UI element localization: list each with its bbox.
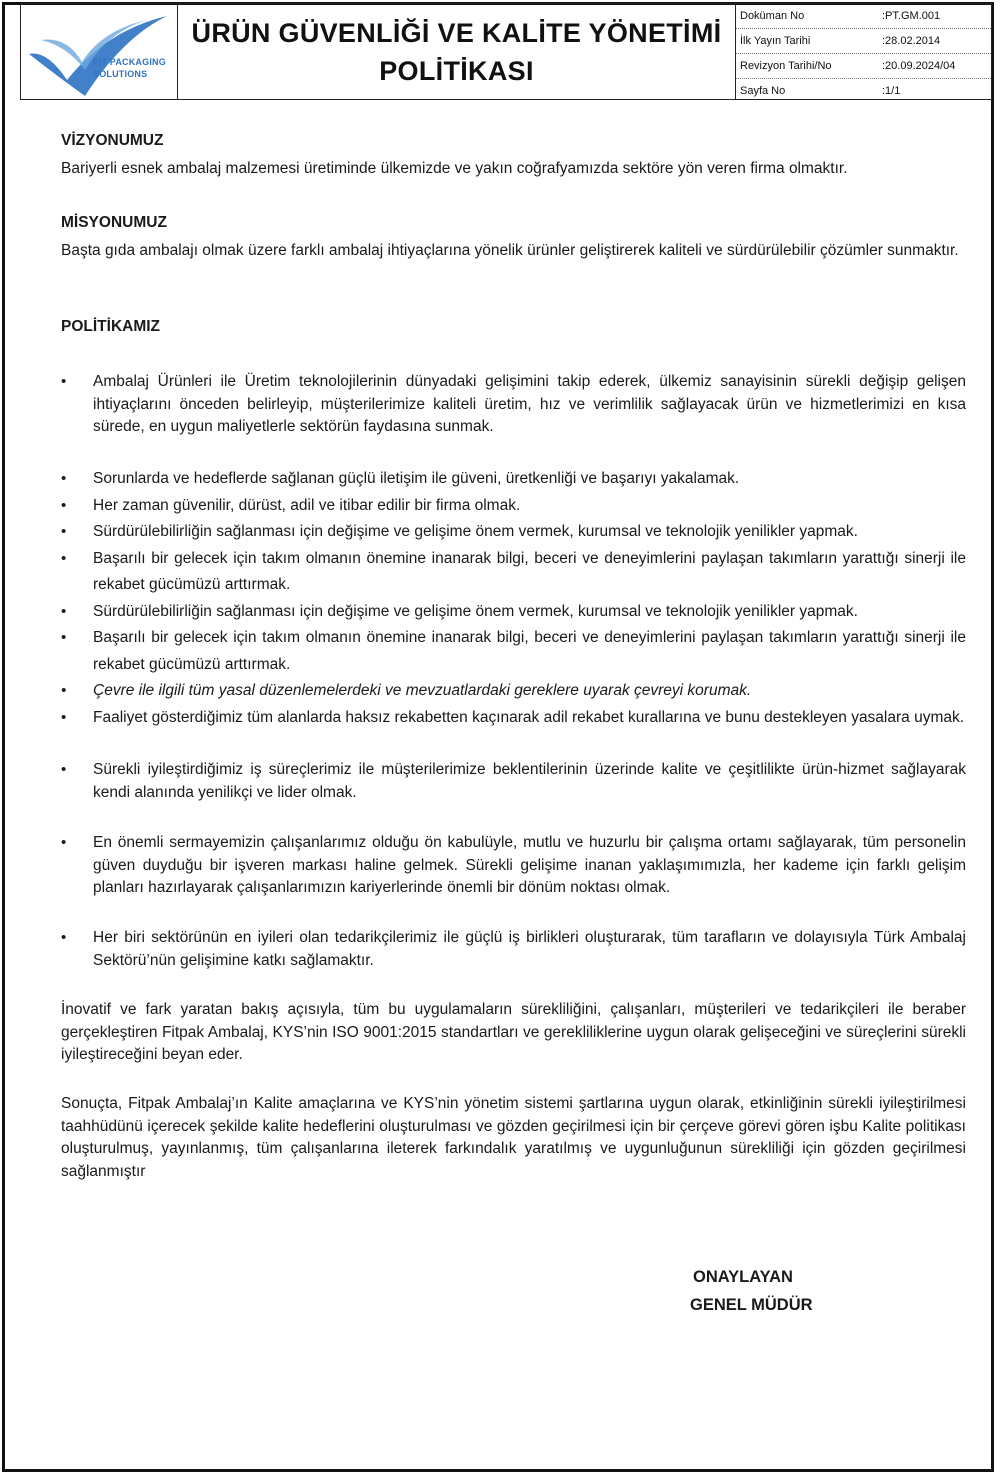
approved-by-label: ONAYLAYAN	[693, 1268, 793, 1286]
policy-item: • Başarılı bir gelecek için takım olmanın önemine inanarak bilgi, beceri ve deneyimlerini paylaşan takımların yarattığı sinerji ile rekabet gücümüzü arttırmak.	[61, 625, 966, 678]
logo-text: FIT PACKAGING SOLUTIONS	[93, 57, 166, 79]
meta-key: Revizyon Tarihi/No	[740, 60, 832, 72]
mission-text: Başta gıda ambalajı olmak üzere farklı ambalaj ihtiyaçlarına yönelik ürünler geliştirerek kaliteli ve sürdürülebilir çözümler sunmaktır.	[61, 241, 959, 259]
vision-section	[61, 130, 966, 180]
policy-item: • Sürdürülebilirliğin sağlanması için değişime ve gelişime önem vermek, kurumsal ve teknolojik yenilikler yapmak.	[61, 519, 966, 546]
meta-key: İlk Yayın Tarihi	[740, 35, 811, 47]
bullet-icon: •	[61, 834, 67, 851]
bullet-icon: •	[61, 708, 67, 726]
policy-item: • Her zaman güvenilir, dürüst, adil ve itibar edilir bir firma olmak.	[61, 493, 966, 520]
policy-item: • Sürekli iyileştirdiğimiz iş süreçlerimiz ile müşterilerimize beklentilerinin üzerinde kalite ve çeşitlilikte ürün-hizmet sağlayarak kendi alanında yenilikçi ve lider olmak.	[61, 761, 966, 801]
meta-value: :20.09.2024/04	[882, 60, 956, 72]
meta-value: :PT.GM.001	[882, 10, 941, 22]
meta-value: :1/1	[882, 85, 901, 97]
closing-paragraph-1: İnovatif ve fark yaratan bakış açısıyla, tüm bu uygulamaların sürekliliğini, çalışanları, müşterileri ve tedarikçileri ile beraber gerçekleştiren Fitpak Ambalaj, KYS’nin ISO 9001:2015 standartları ve gerekliliklerine uygun olarak gelişeceğini ve süreçlerini sürekli iyileştireceğini beyan eder.	[61, 1001, 966, 1063]
policy-item: • Başarılı bir gelecek için takım olmanın önemine inanarak bilgi, beceri ve deneyimlerini paylaşan takımların yarattığı sinerji ile rekabet gücümüzü arttırmak.	[61, 546, 966, 599]
policy-list-block-5	[61, 927, 966, 972]
bullet-icon: •	[61, 682, 67, 699]
meta-row-first-publish-date	[736, 29, 991, 54]
policy-heading: POLİTİKAMIZ	[61, 318, 161, 335]
closing-paragraph-2: Sonuçta, Fitpak Ambalaj’ın Kalite amaçlarına ve KYS’nin yönetim sistemi şartlarına uygun olarak, etkinliğinin sürekli iyileştirilmesi taahhüdünü içerecek şekilde kalite hedeflerini oluşturulması ve gözden geçirilmesi için bir çerçeve görevi gören işbu Kalite politikası oluşturulmuş, yayınlanmış, tüm çalışanlarına ileterek farkındalık yaratılmış ve uygunluğunun sürekliliği için gözden geçirilmesi sağlanmıştır	[61, 1095, 966, 1180]
policy-item: • Çevre ile ilgili tüm yasal düzenlemelerdeki ve mevzuatlardaki gereklere uyarak çevreyi korumak.	[61, 678, 966, 705]
policy-item: • Her biri sektörünün en iyileri olan tedarikçilerimiz ile güçlü iş birlikleri oluşturarak, tüm tarafların ve dolayısıyla Türk Ambalaj Sektörü’nün gelişimine katkı sağlamaktır.	[61, 929, 966, 969]
approver-role: GENEL MÜDÜR	[690, 1296, 813, 1314]
vision-heading: VİZYONUMUZ	[61, 132, 164, 149]
title-line-1: ÜRÜN GÜVENLİĞİ VE KALİTE YÖNETİMİ	[191, 17, 722, 48]
bullet-icon: •	[61, 761, 67, 778]
policy-list-block-2	[61, 466, 966, 731]
mission-section	[61, 212, 966, 262]
document-meta-table	[736, 4, 991, 99]
bullet-icon: •	[61, 549, 67, 567]
policy-list-block-3	[61, 759, 966, 804]
vision-text: Bariyerli esnek ambalaj malzemesi üretiminde ülkemizde ve yakın coğrafyamızda sektöre yön veren firma olmaktır.	[61, 159, 848, 177]
policy-item: • Ambalaj Ürünleri ile Üretim teknolojilerinin dünyadaki gelişimini takip ederek, ülkemiz sanayisinin sürekli değişip gelişen ihtiyaçlarını önceden belirleyip, müşterilerimize kaliteli üretim, hız ve verimlilik sağlayacak ürün ve hizmetlerimizi en kısa sürede, en uygun maliyetlerle sektörün faydasına sunmak.	[61, 373, 966, 435]
policy-heading-block	[61, 316, 966, 339]
document-header	[20, 3, 992, 100]
bullet-icon: •	[61, 929, 67, 946]
meta-row-revision	[736, 54, 991, 79]
meta-value: :28.02.2014	[882, 35, 941, 47]
bullet-icon: •	[61, 602, 67, 620]
meta-key: Sayfa No	[740, 85, 786, 97]
checkmark-logo-icon	[27, 10, 172, 98]
bullet-icon: •	[61, 470, 67, 487]
policy-item: • Sürdürülebilirliğin sağlanması için değişime ve gelişime önem vermek, kurumsal ve teknolojik yenilikler yapmak.	[61, 599, 966, 626]
bullet-icon: •	[61, 523, 67, 540]
meta-row-page-no	[736, 79, 991, 103]
document-title	[178, 4, 736, 99]
mission-heading: MİSYONUMUZ	[61, 214, 167, 231]
meta-row-document-no	[736, 4, 991, 29]
policy-item: • En önemli sermayemizin çalışanlarımız olduğu ön kabulüyle, mutlu ve huzurlu bir çalışma ortamı sağlayarak, tüm personelin güven duyduğu bir işveren markası haline gelmek. Sürekli gelişime inanan yaklaşımımızla, her kademe için farklı gelişim planları hazırlayarak çalışanlarımızın kariyerlerinde önemli bir dönüm noktası olmak.	[61, 834, 966, 896]
bullet-icon: •	[61, 373, 67, 390]
policy-item: • Sorunlarda ve hedeflerde sağlanan güçlü iletişim ile güveni, üretkenliği ve başarıyı yakalamak.	[61, 466, 966, 493]
policy-list-block-4	[61, 832, 966, 900]
bullet-icon: •	[61, 629, 67, 646]
title-line-2: POLİTİKASI	[379, 55, 534, 86]
company-logo	[21, 4, 178, 99]
bullet-icon: •	[61, 496, 67, 514]
policy-item: • Faaliyet gösterdiğimiz tüm alanlarda haksız rekabetten kaçınarak adil rekabet kurallarına ve bunu destekleyen yasalara uymak.	[61, 705, 966, 732]
policy-list-block-1	[61, 371, 966, 439]
meta-key: Doküman No	[740, 10, 805, 22]
